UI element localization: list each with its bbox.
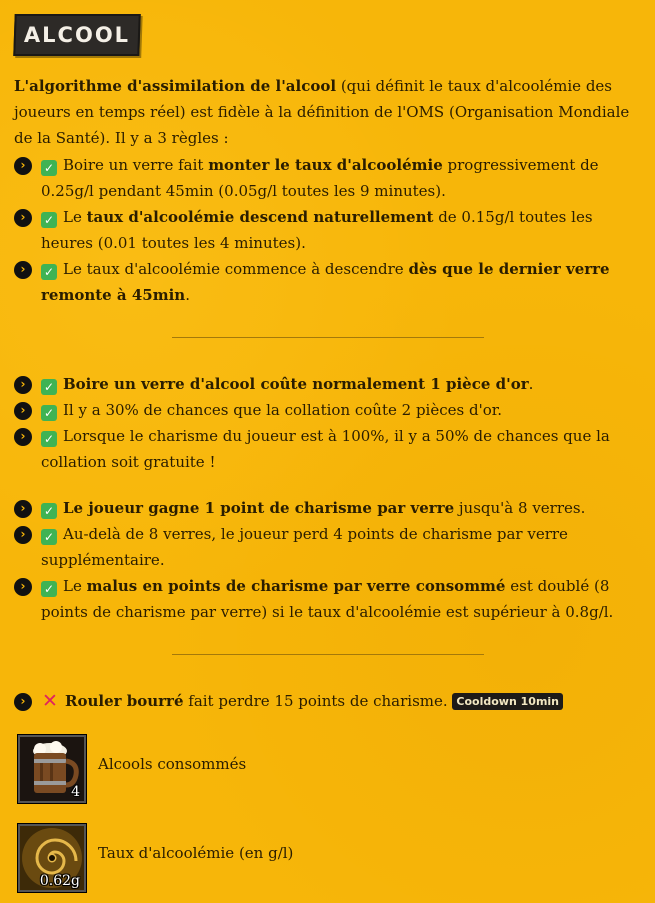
spiral-icon (18, 824, 86, 892)
chevron-right-icon: › (14, 157, 32, 175)
charisma-rules (14, 495, 646, 625)
chevron-right-icon: › (14, 428, 32, 446)
chevron-right-icon: › (14, 261, 32, 279)
cooldown-badge: Cooldown 10min (452, 693, 563, 710)
divider (172, 337, 484, 338)
list-item: › ✓ Au-delà de 8 verres, le joueur perd 4 points de charisme par verre supplémentaire. (14, 521, 646, 573)
list-item: › ✓ Le joueur gagne 1 point de charisme par verre jusqu'à 8 verres. (14, 495, 646, 521)
chevron-right-icon: › (14, 209, 32, 227)
chevron-right-icon: › (14, 526, 32, 544)
list-item: › ✓ Lorsque le charisme du joueur est à 100%, il y a 50% de chances que la collation soit gratuite ! (14, 423, 646, 475)
assimilation-rules (14, 152, 646, 308)
list-item: › ✓ Boire un verre fait monter le taux d'alcoolémie progressivement de 0.25g/l pendant 45min (0.05g/l toutes les 9 minutes). (14, 152, 646, 204)
alcohol-level-label: Taux d'alcoolémie (en g/l) (98, 844, 294, 862)
chevron-right-icon: › (14, 578, 32, 596)
list-item: › ✓ Le taux d'alcoolémie descend naturellement de 0.15g/l toutes les heures (0.01 toutes les 4 minutes). (14, 204, 646, 256)
check-icon: ✓ (41, 379, 57, 395)
check-icon: ✓ (41, 264, 57, 280)
list-item: › ✓ Le malus en points de charisme par verre consommé est doublé (8 points de charisme par verre) si le taux d'alcoolémie est supérieur à 0.8g/l. (14, 573, 646, 625)
check-icon: ✓ (41, 405, 57, 421)
check-icon: ✓ (41, 431, 57, 447)
title-banner (13, 14, 140, 56)
list-item: › ✓ Le taux d'alcoolémie commence à descendre dès que le dernier verre remonte à 45min. (14, 256, 646, 308)
check-icon: ✓ (41, 160, 57, 176)
check-icon: ✓ (41, 503, 57, 519)
beer-label: Alcools consommés (98, 755, 247, 773)
cross-icon: ✕ (42, 690, 58, 712)
intro-paragraph (14, 73, 644, 151)
beer-count: 4 (71, 784, 80, 800)
check-icon: ✓ (41, 529, 57, 545)
check-icon: ✓ (41, 581, 57, 597)
chevron-right-icon: › (14, 402, 32, 420)
list-item: › ✓ Boire un verre d'alcool coûte normalement 1 pièce d'or. (14, 371, 646, 397)
list-item: › ✕ Rouler bourré fait perdre 15 points de charisme. Cooldown 10min (14, 688, 646, 714)
intro-text: (qui définit le taux d'alcoolémie des joueurs en temps réel) est fidèle à la définition de l'OMS (Organisation Mondiale de la Santé). Il y a 3 règles : (14, 77, 630, 147)
chevron-right-icon: › (14, 500, 32, 518)
list-item: › ✓ Il y a 30% de chances que la collation coûte 2 pièces d'or. (14, 397, 646, 423)
cost-rules (14, 371, 646, 475)
intro-bold: L'algorithme d'assimilation de l'alcool (14, 77, 337, 95)
chevron-right-icon: › (14, 693, 32, 711)
beer-mug-icon (18, 735, 86, 803)
alcohol-level: 0.62g (39, 873, 80, 889)
page-title: ALCOOL (23, 23, 131, 47)
roll-rule (14, 688, 646, 714)
chevron-right-icon: › (14, 376, 32, 394)
divider (172, 654, 484, 655)
check-icon: ✓ (41, 212, 57, 228)
